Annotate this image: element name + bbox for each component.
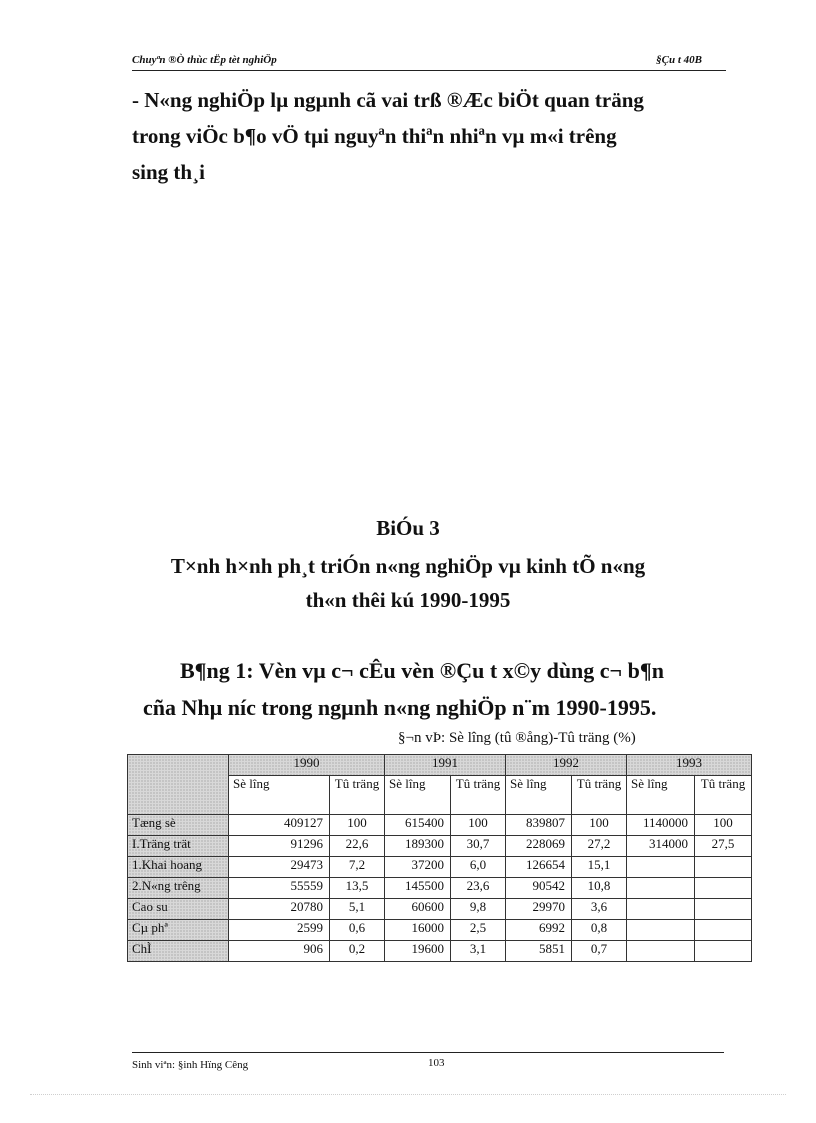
- table-unit-note: §¬n vÞ: Sè lîng (tû ®ång)-Tû träng (%): [398, 730, 636, 746]
- share-cell: 10,8: [572, 878, 627, 899]
- quantity-cell: [627, 878, 695, 899]
- share-cell: 30,7: [451, 836, 506, 857]
- footer-student: Sinh viªn: §inh Hïng Cêng: [132, 1059, 249, 1071]
- quantity-cell: 2599: [229, 920, 330, 941]
- share-cell: 7,2: [330, 857, 385, 878]
- share-cell: [695, 941, 752, 962]
- page-header: [132, 50, 726, 71]
- page-footer: [132, 1052, 724, 1071]
- share-cell: 100: [572, 815, 627, 836]
- quantity-cell: 409127: [229, 815, 330, 836]
- share-cell: 6,0: [451, 857, 506, 878]
- row-label: Cµ phª: [128, 920, 229, 941]
- share-cell: 0,6: [330, 920, 385, 941]
- quantity-cell: 29970: [506, 899, 572, 920]
- share-cell: 15,1: [572, 857, 627, 878]
- quantity-cell: 60600: [385, 899, 451, 920]
- investment-table: [127, 754, 752, 962]
- sub-header-quantity: Sè lîng: [385, 776, 451, 815]
- share-cell: 0,7: [572, 941, 627, 962]
- quantity-cell: 126654: [506, 857, 572, 878]
- intro-paragraph: [132, 82, 732, 190]
- quantity-cell: 906: [229, 941, 330, 962]
- share-cell: 3,1: [451, 941, 506, 962]
- share-cell: [695, 920, 752, 941]
- sub-header-share: Tû träng: [451, 776, 506, 815]
- table-row: [128, 920, 752, 941]
- quantity-cell: 91296: [229, 836, 330, 857]
- sub-header-share: Tû träng: [572, 776, 627, 815]
- sub-header-quantity: Sè lîng: [506, 776, 572, 815]
- year-header: 1991: [385, 755, 506, 776]
- table-body: [128, 815, 752, 962]
- share-cell: 27,2: [572, 836, 627, 857]
- quantity-cell: 6992: [506, 920, 572, 941]
- table-row: [128, 941, 752, 962]
- quantity-cell: 90542: [506, 878, 572, 899]
- quantity-cell: 16000: [385, 920, 451, 941]
- share-cell: 3,6: [572, 899, 627, 920]
- chart-title-line: T×nh h×nh ph¸t triÓn n«ng nghiÖp vµ kinh tÕ n«ng: [170, 554, 646, 578]
- row-label: ChÌ: [128, 941, 229, 962]
- quantity-cell: 189300: [385, 836, 451, 857]
- quantity-cell: [627, 941, 695, 962]
- intro-line: trong viÖc b¶o vÖ tµi nguyªn thiªn nhiªn vµ m«i trêng: [132, 124, 617, 148]
- chart-label: BiÓu 3: [376, 516, 440, 540]
- quantity-cell: 37200: [385, 857, 451, 878]
- table-row: [128, 857, 752, 878]
- share-cell: [695, 857, 752, 878]
- table-row: [128, 878, 752, 899]
- page-number: 103: [428, 1057, 445, 1069]
- share-cell: 2,5: [451, 920, 506, 941]
- row-label: 1.Khai hoang: [128, 857, 229, 878]
- quantity-cell: 314000: [627, 836, 695, 857]
- page-bottom-divider: [30, 1094, 786, 1095]
- sub-header-quantity: Sè lîng: [627, 776, 695, 815]
- table-corner-cell: [128, 755, 229, 815]
- row-label: 2.N«ng trêng: [128, 878, 229, 899]
- share-cell: 0,8: [572, 920, 627, 941]
- table-title-line: cña Nhµ níc trong ngµnh n«ng nghiÖp n¨m 1990-1995.: [143, 695, 657, 720]
- quantity-cell: [627, 899, 695, 920]
- share-cell: 13,5: [330, 878, 385, 899]
- table-row: [128, 815, 752, 836]
- intro-line: - N«ng nghiÖp lµ ngµnh cã vai trß ®Æc biÖt quan träng: [132, 88, 644, 112]
- row-label: Cao su: [128, 899, 229, 920]
- share-cell: [695, 899, 752, 920]
- sub-header-share: Tû träng: [695, 776, 752, 815]
- share-cell: 9,8: [451, 899, 506, 920]
- quantity-cell: [627, 857, 695, 878]
- share-cell: 5,1: [330, 899, 385, 920]
- quantity-cell: [627, 920, 695, 941]
- table-row: [128, 836, 752, 857]
- quantity-cell: 5851: [506, 941, 572, 962]
- header-doc-title: Chuyªn ®Ò thùc tËp tèt nghiÖp: [132, 54, 277, 66]
- year-header: 1993: [627, 755, 752, 776]
- year-header: 1990: [229, 755, 385, 776]
- share-cell: 0,2: [330, 941, 385, 962]
- quantity-cell: 20780: [229, 899, 330, 920]
- share-cell: 100: [330, 815, 385, 836]
- quantity-cell: 55559: [229, 878, 330, 899]
- chart-title-line: th«n thêi kú 1990-1995: [305, 588, 511, 612]
- table-row: [128, 899, 752, 920]
- quantity-cell: 29473: [229, 857, 330, 878]
- row-label: I.Träng trät: [128, 836, 229, 857]
- share-cell: 23,6: [451, 878, 506, 899]
- sub-header-quantity: Sè lîng: [229, 776, 330, 815]
- quantity-cell: 839807: [506, 815, 572, 836]
- table-title-line: B¶ng 1: Vèn vµ c¬ cÊu vèn ®Çu t x©y dùng c¬ b¶n: [180, 658, 664, 683]
- quantity-cell: 615400: [385, 815, 451, 836]
- header-class: §Çu t 40B: [656, 54, 702, 66]
- row-label: Tæng sè: [128, 815, 229, 836]
- share-cell: [695, 878, 752, 899]
- quantity-cell: 19600: [385, 941, 451, 962]
- share-cell: 22,6: [330, 836, 385, 857]
- quantity-cell: 228069: [506, 836, 572, 857]
- quantity-cell: 145500: [385, 878, 451, 899]
- share-cell: 100: [695, 815, 752, 836]
- share-cell: 100: [451, 815, 506, 836]
- year-header: 1992: [506, 755, 627, 776]
- quantity-cell: 1140000: [627, 815, 695, 836]
- intro-line: sing th¸i: [132, 160, 205, 184]
- share-cell: 27,5: [695, 836, 752, 857]
- sub-header-share: Tû träng: [330, 776, 385, 815]
